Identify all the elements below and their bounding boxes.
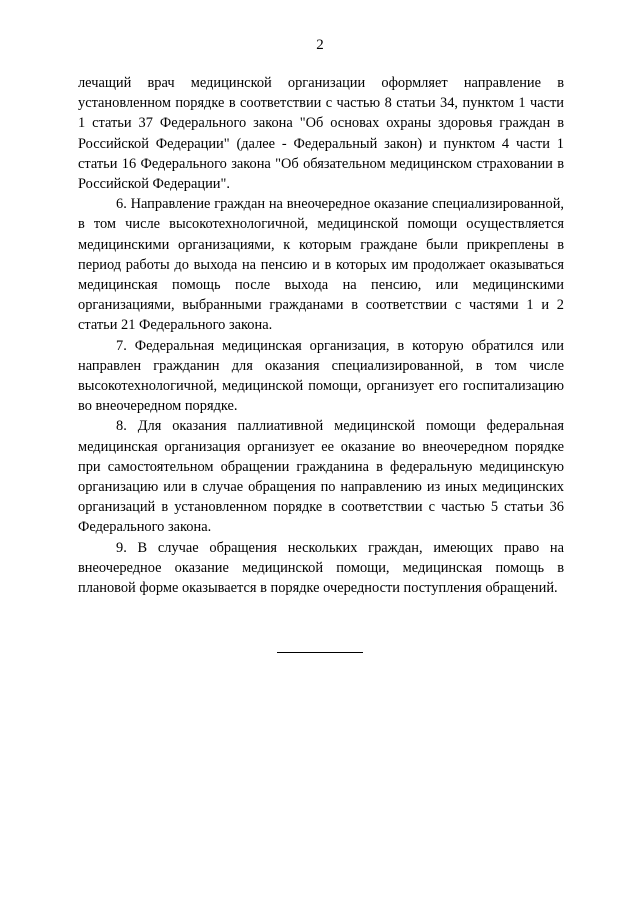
paragraph-item-6: 6. Направление граждан на внеочередное оказание специализированной, в том числе высокотехнологичной, медицинской помощи осуществляется медицинскими организациями, к которым граждане были прикреплены в период работы до выхода на пенсию и в которых им продолжает оказываться медицинская помощь после выхода на пенсию, или медицинскими организациями, выбранными гражданами в соответствии с частями 1 и 2 статьи 21 Федерального закона.: [78, 196, 564, 334]
end-of-document-rule: [277, 652, 363, 653]
paragraph-item-9: 9. В случае обращения нескольких граждан, имеющих право на внеочередное оказание медицинской помощи, медицинская помощь в плановой форме оказывается в порядке очередности поступления обращений.: [78, 539, 564, 597]
document-body: [78, 73, 564, 598]
paragraph-item-8: 8. Для оказания паллиативной медицинской помощи федеральная медицинская организация организует ее оказание во внеочередном порядке при самостоятельном обращении гражданина в федеральную медицинскую организацию или в случае обращения по направлению из иных медицинских организаций в установленном порядке в соответствии с частью 5 статьи 36 Федерального закона.: [78, 418, 564, 536]
paragraph-continuation: лечащий врач медицинской организации оформляет направление в установленном порядке в соответствии с частью 8 статьи 34, пунктом 1 части 1 статьи 37 Федерального закона "Об основах охраны здоровья граждан в Российской Федерации" (далее - Федеральный закон) и пунктом 4 части 1 статьи 16 Федерального закона "Об обязательном медицинском страховании в Российской Федерации".: [78, 75, 564, 193]
page-number: 2: [316, 37, 324, 53]
paragraph-item-7: 7. Федеральная медицинская организация, в которую обратился или направлен гражданин для оказания специализированной, в том числе высокотехнологичной, медицинской помощи, организует его госпитализацию во внеочередном порядке.: [78, 337, 564, 415]
